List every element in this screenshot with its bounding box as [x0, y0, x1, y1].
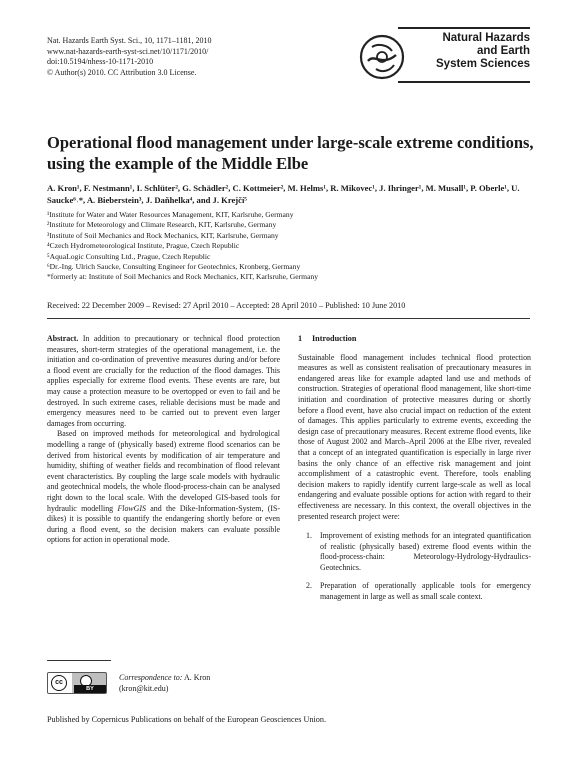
- article-doi[interactable]: doi:10.5194/nhess-10-1171-2010: [47, 57, 154, 66]
- correspondence-email[interactable]: (kron@kit.edu): [119, 684, 169, 693]
- introduction-column: [298, 334, 531, 611]
- logo-rule-bottom: [398, 81, 530, 83]
- journal-logo: [358, 27, 530, 85]
- list-item: 1. Improvement of existing methods for an integrated quantification of realistic (physically based) extreme flood events within the flood-process-chain: Meteorology-Hydrology-Hydraulics-Geotechnics.: [306, 531, 531, 572]
- affiliation-item: *formerly at: Institute of Soil Mechanics and Rock Mechanics, KIT, Karlsruhe, Germany: [47, 272, 319, 282]
- section-heading: 1 Introduction: [298, 334, 357, 343]
- flowgis-term: FlowGIS: [117, 503, 146, 513]
- cc-icon: cc: [51, 675, 67, 691]
- journal-citation: Nat. Hazards Earth Syst. Sci., 10, 1171–1181, 2010: [47, 36, 212, 45]
- affiliation-item: ³Institute of Soil Mechanics and Rock Mechanics, KIT, Karlsruhe, Germany: [47, 230, 279, 240]
- affiliation-item: ⁵AquaLogic Consulting Ltd., Prague, Czech Republic: [47, 251, 211, 261]
- publisher-footer: Published by Copernicus Publications on behalf of the European Geosciences Union.: [47, 715, 326, 724]
- abstract-column: [47, 334, 280, 546]
- egu-globe-icon: [358, 33, 406, 81]
- logo-rule-top: [398, 27, 530, 29]
- citation-block: [47, 36, 212, 78]
- article-title: Operational flood management under large-scale extreme conditions, using the example of the Middle Elbe: [47, 133, 534, 173]
- intro-paragraph: Sustainable flood management includes technical flood protection measures as well as consistent realisation of precautionary measures in endangered areas like for example adapted land use and methods of construction. Strategies of operational flood management, like short-time initiation and coordination of protective measures during or shortly before a flood event, have also crucial impact on reduction of the extent of damages. This applies particularly to extreme events, exceeding the design case of precautionary measures. Recent extreme flood events, like those of August 2002 and March–April 2006 at the Elbe river, revealed that a concept of an integrated quantification is especially in large river basins the only chance of an effective risk management and joint accomplishment of a catastrophic event. Therefore, tools enabling decision makers to rapidly identify current large-scale as well as local endangering and evaluate possible options for action with regard to their effectiveness are necessary. In this context, the overall objectives in the presented research project were:: [298, 352, 531, 521]
- abstract-paragraph: Abstract. In addition to precautionary or technical flood protection measures, short-term strategies of the operational management, i.e. the initiation and co-ordination of preventive measures during and/or before a flood event are crucially for the reduction of the flood damages. This applies especially for extreme flood events. These events are rare, but may cause a protection measure to be overtopped or even to fail and be destroyed. In such extreme cases, reliable decisions must be made and emergency measures need to be carried out to prevent even larger damages from occurring.: [47, 334, 280, 428]
- objectives-list: [298, 531, 531, 603]
- license-line: © Author(s) 2010. CC Attribution 3.0 License.: [47, 67, 197, 77]
- author-list: A. Kron¹, F. Nestmann¹, I. Schlüter², G. Schädler², C. Kottmeier², M. Helms¹, R. Mikovec¹, J. Ihringer¹, M. Musall¹, P. Oberle¹, U. Saucke⁶˒*, A. Bieberstein³, J. Daňhelka⁴, and J. Krejčí⁵: [47, 183, 520, 205]
- journal-name: Natural Hazards and Earth System Sciences: [436, 32, 530, 70]
- cc-by-badge[interactable]: [47, 672, 107, 694]
- divider: [47, 318, 530, 319]
- correspondence-label: Correspondence to:: [119, 673, 183, 682]
- affiliation-item: ²Institute for Meteorology and Climate Research, KIT, Karlsruhe, Germany: [47, 220, 277, 230]
- abstract-paragraph: Based on improved methods for meteorological and hydrological modelling a range of (physically based) extreme flood scenarios can be derived from historical events by modification of air temperature and humidity, shifting of weather fields and recombination of flood relevant event characteristics. By coupling the large scale models with hydraulic and geotechnical models, the whole flood-process-chain can be analysed right down to the local scale. With the developed GIS-based tools for hydraulic modelling FlowGIS and the Dike-Information-System, (IS-dikes) it is possible to quantify the endangering shortly before or even during a flood event, so the decision makers can evaluate possible options for action in operational mode.: [47, 429, 280, 545]
- list-item: 2. Preparation of operationally applicable tools for emergency management in large as well as small scale context.: [306, 581, 531, 602]
- by-label: BY: [74, 685, 106, 693]
- affiliation-item: ⁶Dr.-Ing. Ulrich Saucke, Consulting Engineer for Geotechnics, Kronberg, Germany: [47, 262, 301, 272]
- abstract-heading: Abstract.: [47, 334, 79, 343]
- footnote-divider: [47, 660, 111, 661]
- article-url[interactable]: www.nat-hazards-earth-syst-sci.net/10/1171/2010/: [47, 46, 209, 56]
- publication-dates: Received: 22 December 2009 – Revised: 27 April 2010 – Accepted: 28 April 2010 – Published: 10 June 2010: [47, 301, 406, 310]
- affiliations: [47, 210, 537, 283]
- correspondence-name: A. Kron: [184, 673, 211, 682]
- affiliation-item: ⁴Czech Hydrometeorological Institute, Prague, Czech Republic: [47, 241, 240, 251]
- affiliation-item: ¹Institute for Water and Water Resources Management, KIT, Karlsruhe, Germany: [47, 210, 294, 219]
- correspondence: [119, 672, 210, 694]
